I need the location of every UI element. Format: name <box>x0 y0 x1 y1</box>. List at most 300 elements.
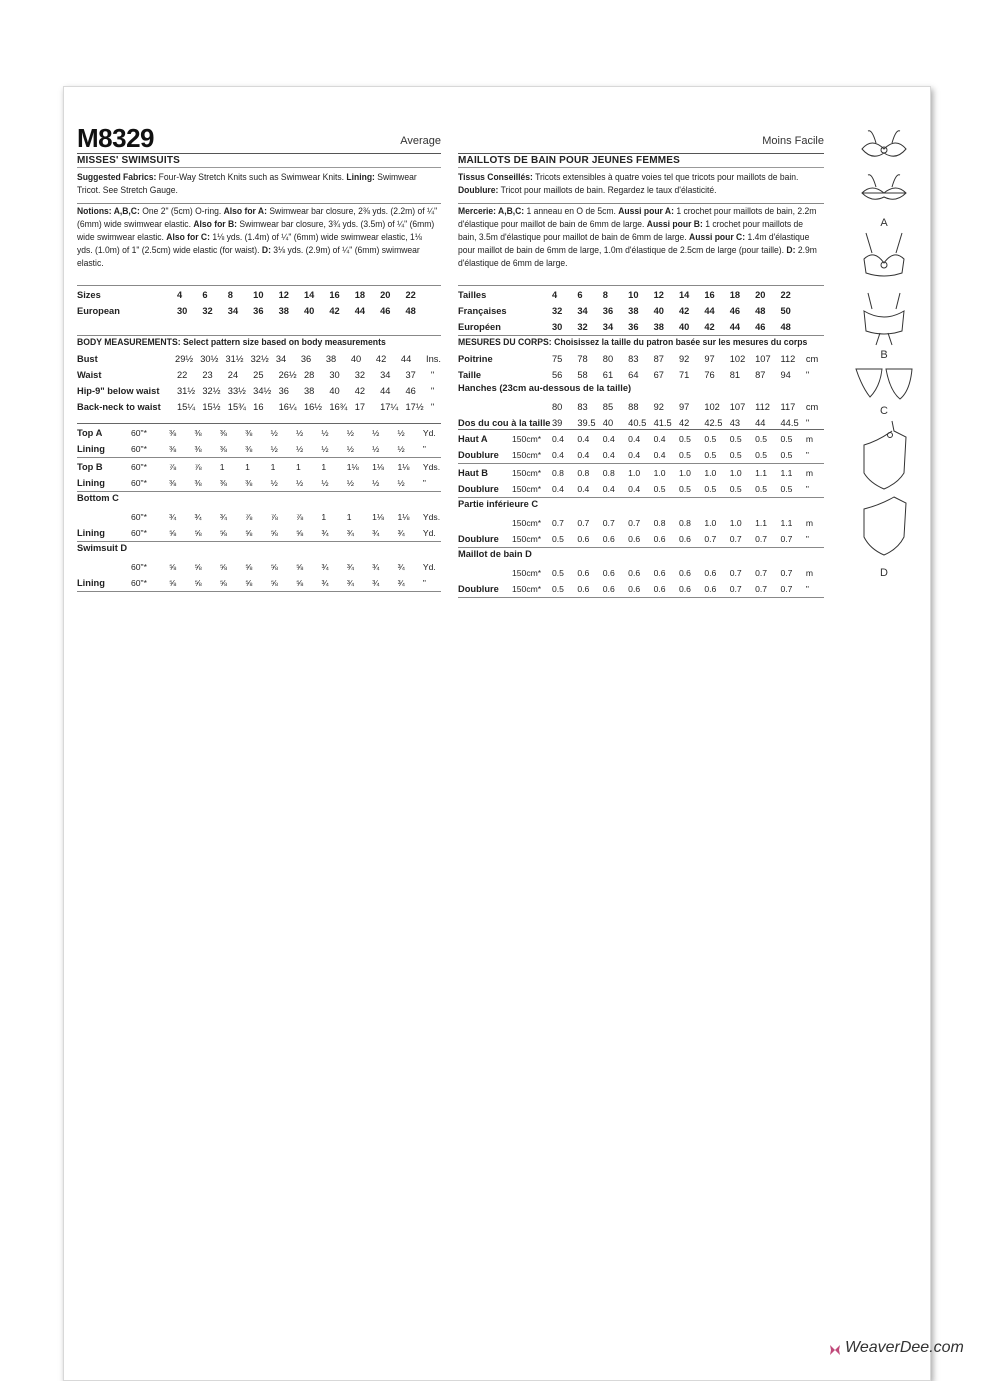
cell: ¾ <box>372 562 380 572</box>
cell: 81 <box>729 370 741 380</box>
row-label: Lining <box>77 478 105 488</box>
cell: 32 <box>577 322 588 332</box>
cell: ⅜ <box>194 428 202 438</box>
cell: 0.5 <box>552 584 564 594</box>
cell: 32 <box>354 370 366 380</box>
cell: 0.5 <box>678 484 691 494</box>
cell: 43 <box>729 418 741 428</box>
cell: 0.7 <box>628 518 641 528</box>
view-c-drawing <box>854 361 914 405</box>
body-measurement-row <box>77 367 434 383</box>
cell: 38 <box>325 354 337 364</box>
cell: 12 <box>278 290 289 300</box>
cell: ¾ <box>321 528 329 538</box>
cell: 30 <box>552 322 563 332</box>
cell: 44 <box>400 354 412 364</box>
cell: 0.5 <box>678 434 691 444</box>
cell: ⅝ <box>219 578 227 588</box>
row-label: Waist <box>77 370 102 380</box>
cell: 0.4 <box>577 484 590 494</box>
divider <box>77 423 441 424</box>
cell: 38 <box>303 386 315 396</box>
cell: 20 <box>380 290 391 300</box>
cell: ¾ <box>321 578 329 588</box>
cell: 1 <box>270 462 276 472</box>
cell: 0.4 <box>602 434 615 444</box>
cell: 14 <box>678 290 690 300</box>
cell: 83 <box>577 402 588 412</box>
cell: 0.5 <box>729 434 742 444</box>
cell: 34 <box>577 306 588 316</box>
fabric-width: 60"* <box>131 428 147 438</box>
cell: 0.4 <box>577 450 590 460</box>
cell: 0.6 <box>704 584 717 594</box>
cell: 40 <box>303 306 315 316</box>
cell: 0.6 <box>577 534 590 544</box>
cell: 0.6 <box>678 584 691 594</box>
cell: 8 <box>227 290 233 300</box>
unit: " <box>805 534 809 544</box>
divider <box>458 285 824 286</box>
cell: 75 <box>552 354 563 364</box>
row-label: Bust <box>77 354 98 364</box>
cell: 85 <box>602 402 614 412</box>
cell: 107 <box>755 354 771 364</box>
cell: ½ <box>397 428 405 438</box>
body-measurement-row <box>458 367 809 383</box>
cell: 31½ <box>177 386 196 396</box>
cell: 0.8 <box>577 468 590 478</box>
cell: ⅝ <box>295 562 304 572</box>
d-label: D: <box>786 245 796 255</box>
divider <box>458 203 824 204</box>
pattern-code: M8329 <box>77 123 154 153</box>
row-label: Top B <box>77 462 103 472</box>
cell: ½ <box>270 444 278 454</box>
cell: 0.4 <box>628 450 641 460</box>
yardage-row <box>458 465 813 481</box>
cell: 0.5 <box>653 484 666 494</box>
cell: 12 <box>653 290 664 300</box>
cell: 1⅛ <box>372 512 385 522</box>
cell: 30 <box>177 306 188 316</box>
cell: 39 <box>552 418 563 428</box>
table-row <box>458 581 809 597</box>
cell: 0.7 <box>552 518 564 528</box>
body-measurement-row <box>77 383 434 399</box>
body-measurements-heading: MESURES DU CORPS: Choisissez la taille du patron basée sur les mesures du corps <box>458 337 808 347</box>
body-measurements-heading: BODY MEASUREMENTS: Select pattern size based on body measurements <box>77 337 386 347</box>
unit: " <box>805 584 809 594</box>
cell: 50 <box>780 306 791 316</box>
cell: 42 <box>678 418 690 428</box>
cell: 0.6 <box>704 568 717 578</box>
cell: 80 <box>552 402 563 412</box>
cell: 41.5 <box>653 418 672 428</box>
cell: ½ <box>295 428 304 438</box>
cell: 87 <box>755 370 766 380</box>
body-measurement-row <box>458 351 818 367</box>
cell: 1 <box>245 462 250 472</box>
cell: 16 <box>704 290 715 300</box>
view-d-label: D <box>880 567 888 579</box>
view-a-drawing <box>854 127 914 217</box>
table-row <box>77 425 436 441</box>
yardage-row <box>77 459 440 475</box>
unit: cm <box>805 402 819 412</box>
unit: m <box>805 518 814 528</box>
table-row <box>458 481 809 497</box>
cell: 34 <box>227 306 239 316</box>
cell: 32 <box>202 306 213 316</box>
fabric-width: 60"* <box>131 578 147 588</box>
divider <box>458 597 824 598</box>
yardage-row <box>77 509 440 525</box>
yardage-row <box>77 475 426 491</box>
cell: 48 <box>405 306 416 316</box>
table-row <box>458 399 818 415</box>
cell: 14 <box>303 290 315 300</box>
d-text: 3⅛ yds. (2.9m) of ¼" (6mm) swimwear elastic. <box>77 245 420 268</box>
cell: 18 <box>729 290 741 300</box>
cell: 1⅛ <box>397 512 410 522</box>
divider <box>458 463 824 464</box>
row-label: Françaises <box>458 306 507 316</box>
cell: 1⅛ <box>397 462 410 472</box>
cell: ⅜ <box>169 444 177 454</box>
also-b-text: Swimwear bar closure, 3¾ yds. (3.5m) of ¼" (6mm) wide swimwear elastic. <box>77 219 435 242</box>
divider <box>77 335 441 336</box>
cell: ¾ <box>194 512 202 522</box>
cell: ⅞ <box>169 462 177 472</box>
cell: ¾ <box>397 562 405 572</box>
cell: 44 <box>755 418 766 428</box>
cell: ⅝ <box>295 528 304 538</box>
table-row <box>77 509 440 525</box>
cell: 40 <box>653 306 664 316</box>
row-label <box>77 509 131 525</box>
cell: 32½ <box>202 386 221 396</box>
divider <box>77 591 441 592</box>
butterfly-logo-icon <box>829 1344 841 1356</box>
cell: 0.5 <box>704 450 717 460</box>
cell: 0.6 <box>653 534 666 544</box>
fabric-width: 150cm* <box>512 518 542 528</box>
cell: 38 <box>628 306 639 316</box>
cell: 102 <box>729 354 746 364</box>
cell: 22 <box>405 290 416 300</box>
cell: ½ <box>270 478 278 488</box>
yardage-row <box>458 531 809 547</box>
yardage-row <box>458 431 813 447</box>
also-a-text: 1 crochet pour maillots de bain, 2.2m d'élastique pour maillot de bain de 6mm de large. <box>458 206 817 229</box>
yardage-row <box>77 525 436 541</box>
cell: ½ <box>372 478 380 488</box>
fabric-width: 150cm* <box>512 468 542 478</box>
cell: 0.7 <box>602 518 615 528</box>
fabrics-text: Tricots extensibles à quatre voies tel que tricots pour maillots de bain. <box>535 172 799 182</box>
also-c-label: Aussi pour C: <box>689 232 746 242</box>
yardage-row <box>77 559 436 575</box>
table-row <box>458 287 806 303</box>
unit: " <box>805 370 810 380</box>
cell: 0.6 <box>577 584 590 594</box>
cell: 102 <box>704 402 720 412</box>
cell: ½ <box>397 444 405 454</box>
cell: ¾ <box>346 578 354 588</box>
cell: 30 <box>329 370 340 380</box>
cell: ¾ <box>397 578 405 588</box>
view-heading: Bottom C <box>77 493 119 503</box>
unit: " <box>430 402 435 412</box>
view-heading: Partie inférieure C <box>458 499 539 509</box>
cell: 17½ <box>405 402 424 412</box>
cell: 34 <box>380 370 391 380</box>
also-b-text: 1 crochet pour maillots de bain, 3.5m d'élastique pour maillot de bain de 6mm de large. <box>458 219 804 242</box>
sizes-table <box>77 287 431 303</box>
cell: 0.8 <box>653 518 666 528</box>
cell: ⅝ <box>270 578 278 588</box>
cell: ⅝ <box>169 562 177 572</box>
cell: 37 <box>405 370 416 380</box>
cell: 1.0 <box>653 468 666 478</box>
unit: Yd. <box>422 428 436 438</box>
row-label: Lining <box>77 444 105 454</box>
table-row <box>458 565 813 581</box>
cell: 117 <box>780 402 796 412</box>
unit: " <box>430 386 435 396</box>
cell: ½ <box>372 444 380 454</box>
cell: 78 <box>577 354 588 364</box>
cell: 1.0 <box>704 518 717 528</box>
cell: 1.1 <box>755 518 768 528</box>
notions-label: Mercerie: A,B,C: <box>458 206 525 216</box>
row-label: Doublure <box>458 450 499 460</box>
cell: 0.6 <box>653 584 666 594</box>
table-row <box>77 367 434 383</box>
yardage-row <box>458 515 813 531</box>
row-label <box>458 399 552 415</box>
cell: 42 <box>704 322 715 332</box>
cell: 0.4 <box>653 434 666 444</box>
row-label: Haut B <box>458 468 488 478</box>
table-row <box>77 525 436 541</box>
divider <box>77 203 441 204</box>
cell: 0.4 <box>628 484 641 494</box>
cell: ½ <box>372 428 380 438</box>
cell: ⅜ <box>169 428 177 438</box>
notions-paragraph <box>458 205 822 270</box>
cell: 58 <box>577 370 588 380</box>
cell: 15¾ <box>227 402 246 412</box>
cell: 42 <box>354 386 366 396</box>
cell: ½ <box>346 428 354 438</box>
body-measurement-row <box>77 399 434 415</box>
cell: ⅜ <box>245 444 253 454</box>
cell: 0.5 <box>704 484 717 494</box>
cell: 32 <box>552 306 563 316</box>
cell: 0.4 <box>628 434 641 444</box>
cell: 33½ <box>227 386 246 396</box>
cell: 0.7 <box>755 584 768 594</box>
notions-text: 1 anneau en O de 5cm. <box>526 206 616 216</box>
cell: 44 <box>704 306 715 316</box>
table-row <box>458 431 813 447</box>
cell: ⅝ <box>169 528 177 538</box>
cell: 1.1 <box>780 518 793 528</box>
cell: 36 <box>602 306 614 316</box>
divider <box>77 541 441 542</box>
cell: 0.6 <box>628 584 641 594</box>
cell: 1.0 <box>729 518 742 528</box>
cell: 0.5 <box>755 484 768 494</box>
cell: 40 <box>678 322 690 332</box>
cell: 107 <box>729 402 746 412</box>
yardage-row <box>458 565 813 581</box>
cell: 0.7 <box>704 534 717 544</box>
cell: ½ <box>321 478 329 488</box>
cell: 6 <box>202 290 208 300</box>
unit: " <box>805 484 809 494</box>
cell: ⅝ <box>194 528 202 538</box>
cell: 36 <box>278 386 289 396</box>
table-row <box>458 303 806 319</box>
cell: ¾ <box>372 528 380 538</box>
cell: 36 <box>300 354 312 364</box>
cell: 0.7 <box>577 518 590 528</box>
cell: ¾ <box>346 562 354 572</box>
cell: 10 <box>253 290 264 300</box>
d-text: 2.9m d'élastique de 6mm de large. <box>458 245 817 268</box>
fabric-width: 150cm* <box>512 450 542 460</box>
divider <box>77 491 441 492</box>
unit: Ins. <box>426 354 441 364</box>
cell: 0.7 <box>729 534 742 544</box>
row-label: European <box>77 306 120 316</box>
unit: " <box>422 578 426 588</box>
cell: ⅝ <box>245 528 253 538</box>
yardage-row <box>458 581 809 597</box>
table-row <box>458 515 813 531</box>
fabric-width: 60"* <box>131 462 147 472</box>
cell: 80 <box>602 354 614 364</box>
row-label: Haut A <box>458 434 488 444</box>
cell: 34½ <box>253 386 272 396</box>
cell: ⅝ <box>194 578 202 588</box>
cell: 1 <box>219 462 225 472</box>
cell: 0.4 <box>602 484 615 494</box>
cell: 0.4 <box>602 450 615 460</box>
cell: 0.4 <box>552 484 564 494</box>
cell: 46 <box>729 306 741 316</box>
also-b-label: Aussi pour B: <box>646 219 703 229</box>
cell: ½ <box>270 428 278 438</box>
cell: 0.5 <box>678 450 691 460</box>
hips-row <box>458 399 818 415</box>
cell: 40 <box>602 418 614 428</box>
section-title: MAILLOTS DE BAIN POUR JEUNES FEMMES <box>458 155 681 166</box>
unit: Yds. <box>422 512 441 522</box>
cell: 0.6 <box>577 568 590 578</box>
cell: 0.7 <box>780 568 793 578</box>
cell: 38 <box>278 306 289 316</box>
row-label: Doublure <box>458 534 499 544</box>
cell: 0.5 <box>552 568 564 578</box>
also-c-text: 1.4m d'élastique pour maillot de bain de 6mm de large, 1.0m d'élastique de 2.5cm de large (pour taille). <box>458 232 810 255</box>
row-label <box>458 565 512 581</box>
cell: 16¼ <box>278 402 297 412</box>
cell: 23 <box>202 370 213 380</box>
cell: ⅜ <box>219 478 227 488</box>
cell: 30½ <box>200 354 219 364</box>
fabric-width: 150cm* <box>512 568 542 578</box>
cell: 24 <box>227 370 239 380</box>
row-label: Poitrine <box>458 354 493 364</box>
cell: 0.5 <box>780 434 793 444</box>
cell: 64 <box>628 370 639 380</box>
cell: 29½ <box>175 354 194 364</box>
also-a-label: Aussi pour A: <box>618 206 674 216</box>
fabrics-label: Tissus Conseillés: <box>458 172 533 182</box>
cell: 0.5 <box>755 450 768 460</box>
cell: 16 <box>329 290 340 300</box>
european-sizes-table <box>77 303 431 319</box>
fabrics-paragraph <box>458 171 822 197</box>
divider <box>458 335 824 336</box>
divider <box>77 457 441 458</box>
unit: m <box>805 568 814 578</box>
divider <box>458 547 824 548</box>
cell: ⅝ <box>194 562 202 572</box>
cell: 0.6 <box>602 534 615 544</box>
cell: ¾ <box>219 512 227 522</box>
table-row <box>77 399 434 415</box>
table-row <box>458 531 809 547</box>
header-rule <box>458 153 824 154</box>
cell: 36 <box>253 306 264 316</box>
cell: 87 <box>653 354 664 364</box>
view-c-label: C <box>880 405 888 417</box>
table-row <box>77 351 441 367</box>
cell: 0.4 <box>653 450 666 460</box>
cell: 0.5 <box>729 484 742 494</box>
cell: 48 <box>755 306 766 316</box>
cell: ½ <box>321 428 329 438</box>
cell: 0.6 <box>628 534 641 544</box>
cell: 16¾ <box>329 402 348 412</box>
cell: 1.1 <box>755 468 768 478</box>
cell: 48 <box>780 322 791 332</box>
cell: 42 <box>375 354 387 364</box>
cell: 83 <box>628 354 639 364</box>
view-heading: Maillot de bain D <box>458 549 532 559</box>
cell: 1 <box>295 462 301 472</box>
yardage-row <box>77 425 436 441</box>
view-a-label: A <box>880 217 888 229</box>
cell: ⅞ <box>295 512 304 522</box>
cell: 17¼ <box>380 402 399 412</box>
hips-label: Hanches (23cm au-dessous de la taille) <box>458 383 632 393</box>
cell: 1.1 <box>780 468 793 478</box>
cell: 0.6 <box>602 568 615 578</box>
cell: 40 <box>329 386 340 396</box>
row-label: Hip-9" below waist <box>77 386 160 396</box>
lining-label: Doublure: <box>458 185 499 195</box>
also-b-label: Also for B: <box>193 219 238 229</box>
row-label: Sizes <box>77 290 101 300</box>
divider <box>458 429 824 430</box>
cell: ½ <box>321 444 329 454</box>
